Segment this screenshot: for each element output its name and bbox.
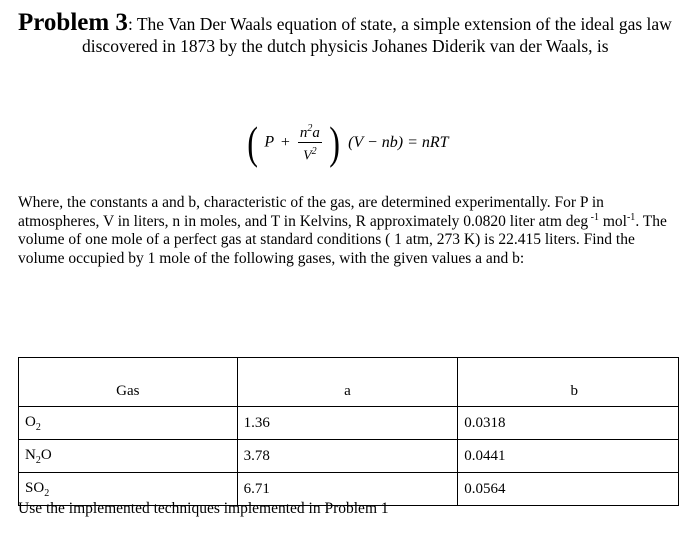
- cell-b: 0.0564: [458, 473, 679, 506]
- problem-label: Problem 3: [18, 9, 128, 36]
- problem-description: [18, 194, 683, 269]
- cell-gas: $SO_2$: [19, 473, 238, 506]
- right-paren: ): [329, 117, 340, 168]
- van-der-waals-equation: [245, 117, 449, 180]
- header-a: a: [237, 358, 458, 407]
- eq-fraction: [298, 120, 322, 166]
- cell-gas: $O_2$: [19, 407, 238, 440]
- header-gas: Gas: [19, 358, 238, 407]
- header-b: b: [458, 358, 679, 407]
- problem-heading: [18, 9, 688, 57]
- cell-gas: $N_2O$: [19, 440, 238, 473]
- cell-a: 6.71: [237, 473, 458, 506]
- desc-exp2: -1: [626, 211, 636, 223]
- eq-denominator: $V^2$: [303, 146, 317, 164]
- table-row: [19, 407, 679, 440]
- table-row: [19, 440, 679, 473]
- desc-part3: . The volume of one mole of a perfect gas at standard conditions ( 1 atm, 273 K) is 22.415 liters. Find the volume occupied by 1 mole of the following gases, with the given values a and b:: [18, 212, 667, 268]
- problem-intro-line1: : The Van Der Waals equation of state, a simple extension of the ideal gas law: [127, 14, 672, 34]
- desc-part2: mol: [598, 212, 627, 230]
- footer-instruction: Use the implemented techniques implemented in Problem 1: [18, 500, 389, 517]
- desc-exp1: -1: [588, 211, 599, 223]
- cell-a: 1.36: [237, 407, 458, 440]
- problem-intro-line2: discovered in 1873 by the dutch physicis Johanes Diderik van der Waals, is: [82, 36, 609, 56]
- cell-b: 0.0318: [458, 407, 679, 440]
- eq-P: P: [264, 133, 274, 151]
- desc-part1: Where, the constants a and b, characteristic of the gas, are determined experimentally. For P in atmospheres, V in liters, n in moles, and T in Kelvins, R approximately 0.0820 liter atm deg: [18, 194, 604, 230]
- cell-b: 0.0441: [458, 440, 679, 473]
- table-header-row: [19, 358, 679, 407]
- eq-plus: +: [280, 133, 290, 151]
- left-paren: (: [247, 117, 259, 168]
- eq-rest: (V − nb) = nRT: [348, 133, 449, 151]
- eq-numerator: $n^2a$: [298, 120, 322, 143]
- cell-a: 3.78: [237, 440, 458, 473]
- gas-constants-table: [18, 357, 679, 506]
